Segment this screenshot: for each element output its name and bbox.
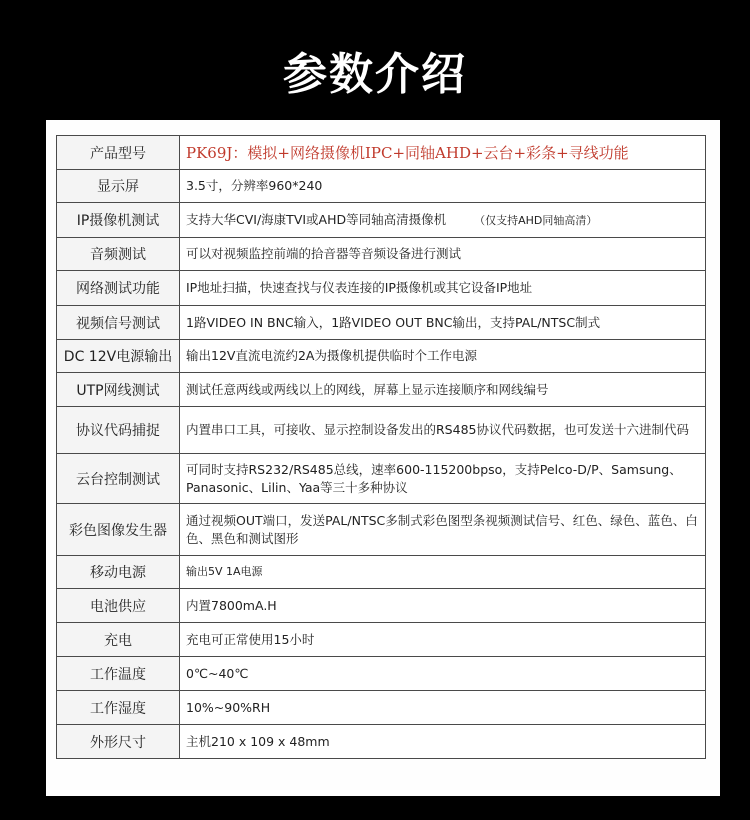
spec-row-utp bbox=[57, 373, 706, 407]
spec-value: 内置7800mA.H bbox=[180, 589, 706, 623]
spec-value: 输出12V直流电流约2A为摄像机提供临时个工作电源 bbox=[180, 340, 706, 373]
spec-value: 主机210 x 109 x 48mm bbox=[180, 725, 706, 759]
spec-row-charging bbox=[57, 623, 706, 657]
spec-row-network bbox=[57, 271, 706, 306]
spec-label: IP摄像机测试 bbox=[57, 203, 180, 238]
spec-value: PK69J：模拟+网络摄像机IPC+同轴AHD+云台+彩条+寻线功能 bbox=[180, 136, 706, 170]
spec-note: （仅支持AHD同轴高清） bbox=[474, 213, 598, 227]
spec-label: 电池供应 bbox=[57, 589, 180, 623]
spec-label: 工作温度 bbox=[57, 657, 180, 691]
spec-row-battery bbox=[57, 589, 706, 623]
spec-row-ip-camera bbox=[57, 203, 706, 238]
spec-row-humidity bbox=[57, 691, 706, 725]
spec-row-dc-output bbox=[57, 340, 706, 373]
spec-label: 网络测试功能 bbox=[57, 271, 180, 306]
spec-value-text: 支持大华CVI/海康TVI或AHD等同轴高清摄像机 bbox=[186, 211, 447, 227]
spec-value: 测试任意两线或两线以上的网线，屏幕上显示连接顺序和网线编号 bbox=[180, 373, 706, 407]
spec-value bbox=[180, 203, 706, 238]
spec-label: 工作湿度 bbox=[57, 691, 180, 725]
spec-label: 外形尺寸 bbox=[57, 725, 180, 759]
spec-label: 移动电源 bbox=[57, 556, 180, 589]
spec-row-ptz bbox=[57, 454, 706, 504]
spec-row-color-generator bbox=[57, 504, 706, 556]
spec-label: 云台控制测试 bbox=[57, 454, 180, 504]
spec-label: 彩色图像发生器 bbox=[57, 504, 180, 556]
spec-label: 协议代码捕捉 bbox=[57, 407, 180, 454]
spec-value: 内置串口工具，可接收、显示控制设备发出的RS485协议代码数据，也可发送十六进制代码 bbox=[180, 407, 706, 454]
spec-row-temperature bbox=[57, 657, 706, 691]
spec-row-dimensions bbox=[57, 725, 706, 759]
spec-row-audio bbox=[57, 238, 706, 271]
spec-label: UTP网线测试 bbox=[57, 373, 180, 407]
spec-table bbox=[56, 135, 706, 759]
spec-row-protocol bbox=[57, 407, 706, 454]
spec-value: 3.5寸，分辨率960*240 bbox=[180, 170, 706, 203]
spec-row-video bbox=[57, 306, 706, 340]
spec-label: 产品型号 bbox=[57, 136, 180, 170]
spec-value: 0℃~40℃ bbox=[180, 657, 706, 691]
spec-label: DC 12V电源输出 bbox=[57, 340, 180, 373]
spec-row-display bbox=[57, 170, 706, 203]
spec-value: 1路VIDEO IN BNC输入，1路VIDEO OUT BNC输出，支持PAL/NTSC制式 bbox=[180, 306, 706, 340]
spec-value: 可以对视频监控前端的拾音器等音频设备进行测试 bbox=[180, 238, 706, 271]
spec-row-model bbox=[57, 136, 706, 170]
spec-label: 视频信号测试 bbox=[57, 306, 180, 340]
spec-value: 可同时支持RS232/RS485总线，速率600-115200bpso，支持Pelco-D/P、Samsung、Panasonic、Lilin、Yaa等三十多种协议 bbox=[180, 454, 706, 504]
page-title: 参数介绍 bbox=[283, 49, 467, 100]
spec-label: 显示屏 bbox=[57, 170, 180, 203]
spec-row-power-bank bbox=[57, 556, 706, 589]
spec-value: 输出5V 1A电源 bbox=[180, 556, 706, 589]
spec-value: 10%~90%RH bbox=[180, 691, 706, 725]
spec-value: 充电可正常使用15小时 bbox=[180, 623, 706, 657]
spec-value: IP地址扫描，快速查找与仪表连接的IP摄像机或其它设备IP地址 bbox=[180, 271, 706, 306]
spec-value: 通过视频OUT端口，发送PAL/NTSC多制式彩色图型条视频测试信号、红色、绿色、蓝色、白色、黑色和测试图形 bbox=[180, 504, 706, 556]
spec-label: 音频测试 bbox=[57, 238, 180, 271]
spec-sheet bbox=[46, 120, 720, 796]
spec-label: 充电 bbox=[57, 623, 180, 657]
